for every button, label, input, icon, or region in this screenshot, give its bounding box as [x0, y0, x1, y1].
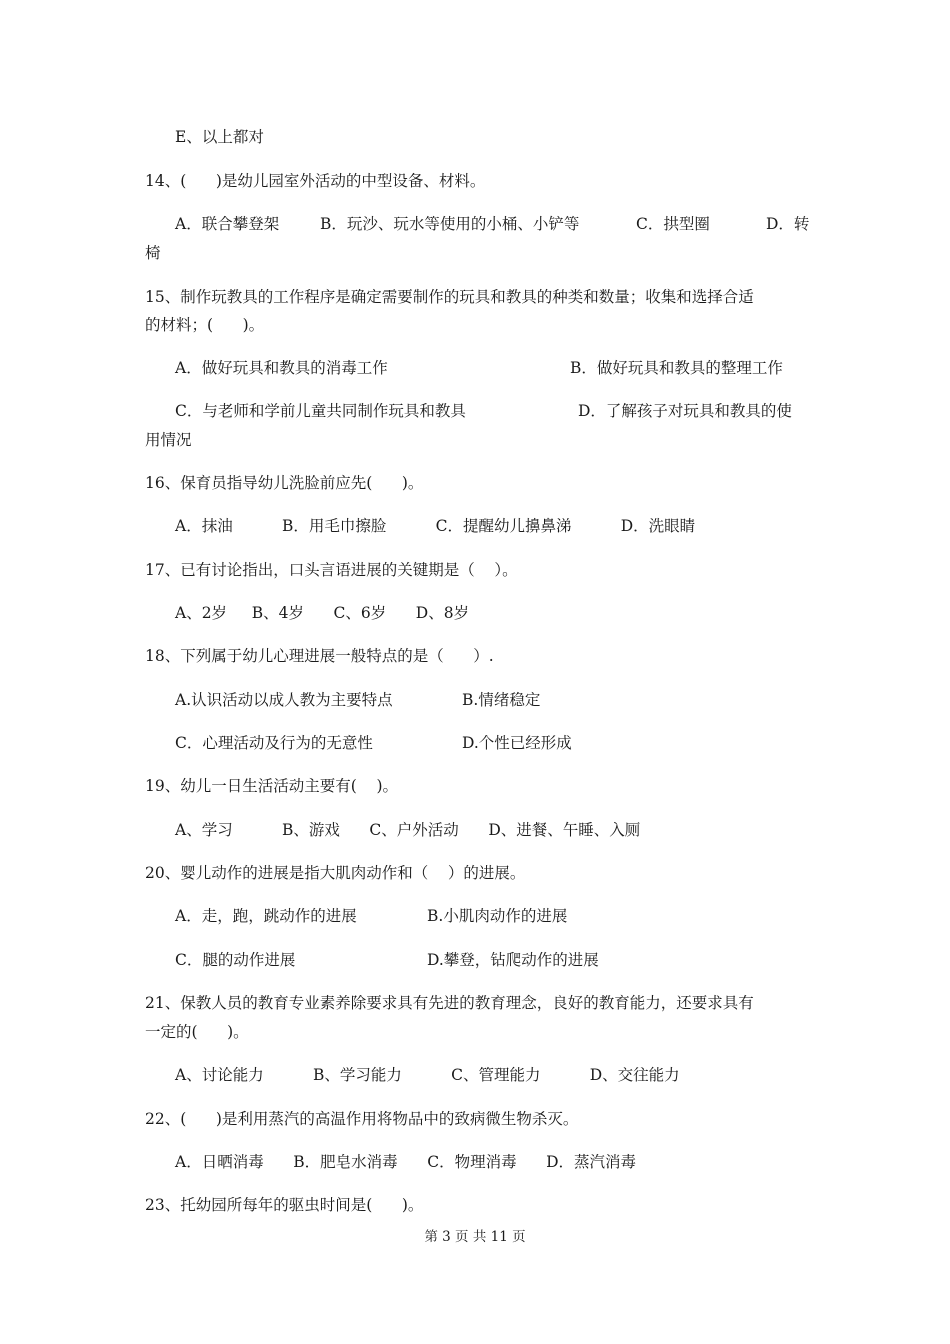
q15-option-a: A．做好玩具和教具的消毒工作 — [175, 359, 388, 377]
q20-option-c: C．腿的动作进展 — [175, 951, 296, 969]
q14-option-d: D．转 — [766, 215, 810, 233]
question-17: 17、已有讨论指出，口头言语进展的关键期是（ ）。 — [145, 561, 518, 579]
q18-option-a: A.认识活动以成人教为主要特点 — [175, 691, 393, 709]
q20-option-d: D.攀登，钻爬动作的进展 — [427, 951, 599, 969]
page-footer: 第 3 页 共 11 页 — [424, 1229, 526, 1245]
q18-option-c: C．心理活动及行为的无意性 — [175, 734, 373, 752]
q20-option-a: A．走，跑，跳动作的进展 — [175, 907, 357, 925]
q18-option-d: D.个性已经形成 — [462, 734, 572, 752]
q14-option-d-continued: 椅 — [145, 244, 161, 262]
question-15-line1: 15、制作玩教具的工作程序是确定需要制作的玩具和教具的种类和数量；收集和选择合适 — [145, 288, 754, 306]
q14-option-b: B．玩沙、玩水等使用的小桶、小铲等 — [320, 215, 580, 233]
q15-option-d: D．了解孩子对玩具和教具的使 — [578, 402, 792, 420]
question-21-line2: 一定的( )。 — [145, 1023, 249, 1041]
q14-option-c: C．拱型圈 — [636, 215, 710, 233]
question-15-line2: 的材料；( )。 — [145, 316, 265, 334]
q15-option-c: C．与老师和学前儿童共同制作玩具和教具 — [175, 402, 466, 420]
question-23: 23、托幼园所每年的驱虫时间是( )。 — [145, 1196, 424, 1214]
q21-options: A、讨论能力 B、学习能力 C、管理能力 D、交往能力 — [175, 1066, 680, 1084]
q20-option-b: B.小肌肉动作的进展 — [427, 907, 568, 925]
question-14: 14、( )是幼儿园室外活动的中型设备、材料。 — [145, 172, 486, 190]
q17-options: A、2岁 B、4岁 C、6岁 D、8岁 — [175, 604, 470, 622]
q15-option-d-continued: 用情况 — [145, 431, 192, 449]
question-20: 20、婴儿动作的进展是指大肌肉动作和（ ）的进展。 — [145, 864, 526, 882]
question-21-line1: 21、保教人员的教育专业素养除要求具有先进的教育理念，良好的教育能力，还要求具有 — [145, 994, 754, 1012]
question-16: 16、保育员指导幼儿洗脸前应先( )。 — [145, 474, 424, 492]
q14-option-a: A．联合攀登架 — [175, 215, 280, 233]
question-18: 18、下列属于幼儿心理进展一般特点的是（ ）. — [145, 647, 494, 665]
question-19: 19、幼儿一日生活活动主要有( )。 — [145, 777, 399, 795]
q16-options: A．抹油 B．用毛巾擦脸 C．提醒幼儿擤鼻涕 D．洗眼睛 — [175, 517, 696, 535]
q15-option-b: B．做好玩具和教具的整理工作 — [570, 359, 783, 377]
q19-options: A、学习 B、游戏 C、户外活动 D、进餐、午睡、入厕 — [175, 821, 641, 839]
q22-options: A．日晒消毒 B．肥皂水消毒 C．物理消毒 D．蒸汽消毒 — [175, 1153, 637, 1171]
q18-option-b: B.情绪稳定 — [462, 691, 541, 709]
option-e-all: E、以上都对 — [175, 128, 264, 146]
question-22: 22、( )是利用蒸汽的高温作用将物品中的致病微生物杀灭。 — [145, 1110, 579, 1128]
